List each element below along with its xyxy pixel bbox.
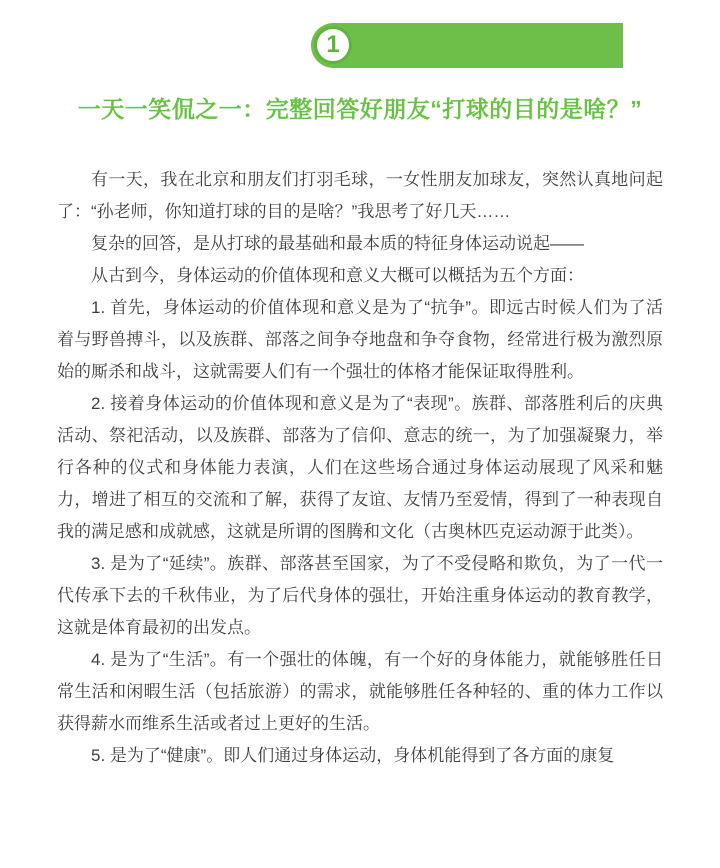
paragraph: 5. 是为了“健康”。即人们通过身体运动，身体机能得到了各方面的康复: [91, 746, 615, 765]
paragraph: 有一天，我在北京和朋友们打羽毛球，一女性朋友加球友，突然认真地问起了：“孙老师，你知道打球的目的是啥？”我思考了好几天……: [57, 170, 663, 221]
paragraph: 从古到今，身体运动的价值体现和意义大概可以概括为五个方面：: [91, 266, 584, 285]
chapter-number-badge-icon: [314, 26, 352, 64]
paragraph: 3. 是为了“延续”。族群、部落甚至国家，为了不受侵略和欺负，为了一代一代传承下去的千秋伟业，为了后代身体的强壮，开始注重身体运动的教育教学，这就是体育最初的出发点。: [57, 554, 663, 637]
paragraph: 2. 接着身体运动的价值体现和意义是为了“表现”。族群、部落胜利后的庆典活动、祭祀活动，以及族群、部落为了信仰、意志的统一，为了加强凝聚力，举行各种的仪式和身体能力表演，人们在这些场合通过身体运动展现了风采和魅力，增进了相互的交流和了解，获得了友谊、友情乃至爱情，得到了一种表现自我的满足感和成就感，这就是所谓的图腾和文化（古奥林匹克运动源于此类）。: [57, 394, 663, 541]
chapter-title: 一天一笑侃之一：完整回答好朋友“打球的目的是啥？”: [77, 96, 643, 122]
chapter-header-bar: [311, 23, 623, 68]
article-body: [57, 164, 663, 772]
paragraph: 4. 是为了“生活”。有一个强壮的体魄，有一个好的身体能力，就能够胜任日常生活和闲暇生活（包括旅游）的需求，就能够胜任各种轻的、重的体力工作以获得薪水而维系生活或者过上更好的生活。: [57, 650, 663, 733]
paragraph: 1. 首先，身体运动的价值体现和意义是为了“抗争”。即远古时候人们为了活着与野兽搏斗，以及族群、部落之间争夺地盘和争夺食物，经常进行极为激烈原始的厮杀和战斗，这就需要人们有一个强壮的体格才能保证取得胜利。: [57, 298, 663, 381]
paragraph: 复杂的回答，是从打球的最基础和最本质的特征身体运动说起——: [91, 234, 584, 253]
chapter-number: 1: [326, 31, 340, 58]
